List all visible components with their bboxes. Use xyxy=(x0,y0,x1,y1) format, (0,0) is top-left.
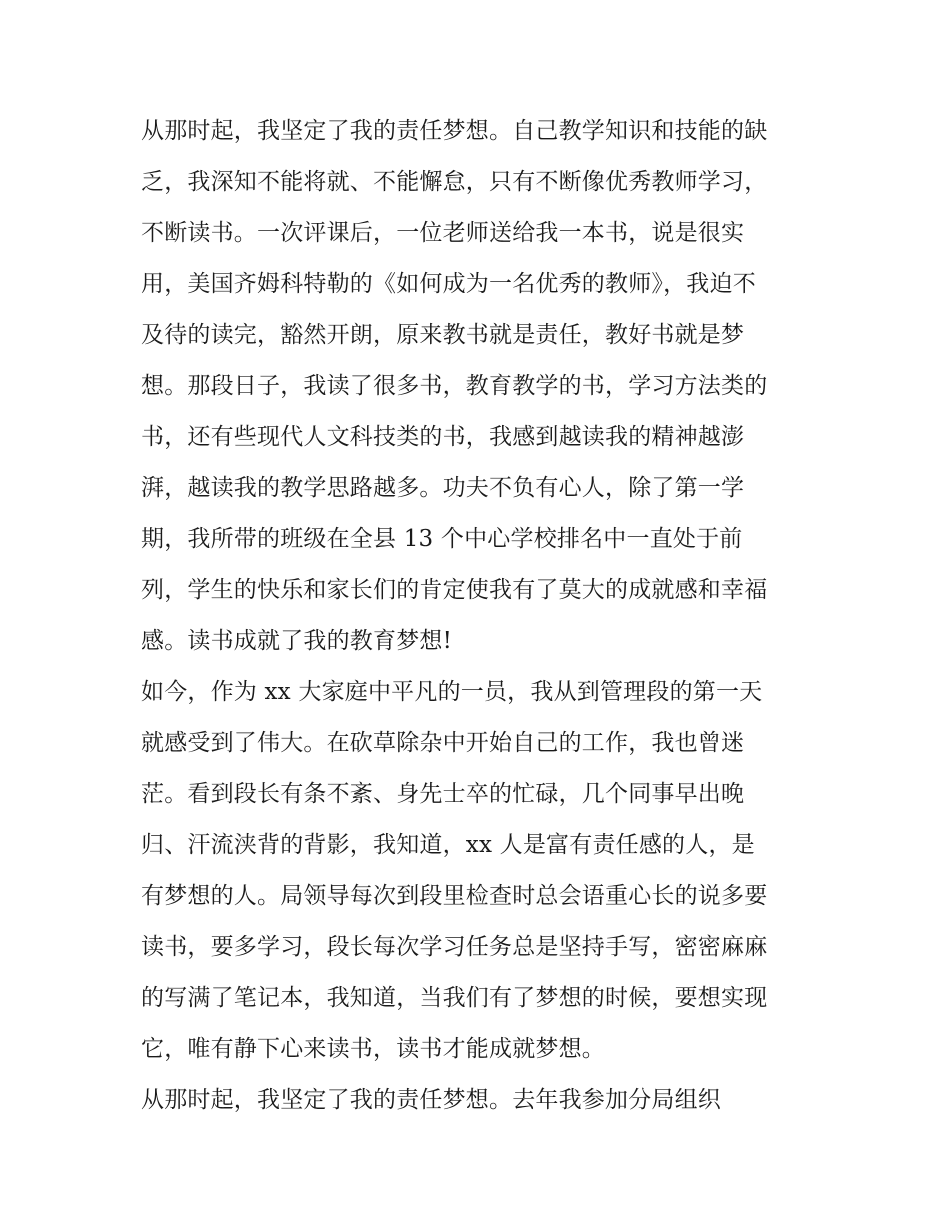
text-line: 不断读书。一次评课后，一位老师送给我一本书，说是很实 xyxy=(141,220,745,246)
text-line: 期，我所带的班级在全县 13 个中心学校排名中一直处于前 xyxy=(141,526,743,552)
text-line: 书，还有些现代人文科技类的书，我感到越读我的精神越澎 xyxy=(141,424,745,450)
text-line: 湃，越读我的教学思路越多。功夫不负有心人，除了第一学 xyxy=(141,475,745,501)
document-body xyxy=(141,106,821,1126)
text-line: 就感受到了伟大。在砍草除杂中开始自己的工作，我也曾迷 xyxy=(141,730,745,756)
text-line: 读书，要多学习，段长每次学习任务总是坚持手写，密密麻麻 xyxy=(141,934,768,960)
text-line: 想。那段日子，我读了很多书，教育教学的书，学习方法类的 xyxy=(141,373,768,399)
text-line: 用，美国齐姆科特勒的《如何成为一名优秀的教师》，我迫不 xyxy=(141,271,756,297)
text-line: 列，学生的快乐和家长们的肯定使我有了莫大的成就感和幸福 xyxy=(141,577,768,603)
text-line: 它，唯有静下心来读书，读书才能成就梦想。 xyxy=(141,1036,605,1062)
text-line: 有梦想的人。局领导每次到段里检查时总会语重心长的说多要 xyxy=(141,883,768,909)
text-line: 归、汗流浃背的背影，我知道，xx 人是富有责任感的人，是 xyxy=(141,832,755,858)
text-line: 如今，作为 xx 大家庭中平凡的一员，我从到管理段的第一天 xyxy=(141,679,763,705)
text-line: 从那时起，我坚定了我的责任梦想。自己教学知识和技能的缺 xyxy=(141,118,768,144)
text-line: 及待的读完，豁然开朗，原来教书就是责任，教好书就是梦 xyxy=(141,322,745,348)
text-line: 茫。看到段长有条不紊、身先士卒的忙碌，几个同事早出晚 xyxy=(141,781,745,807)
text-line: 的写满了笔记本，我知道，当我们有了梦想的时候，要想实现 xyxy=(141,985,768,1011)
text-line: 乏，我深知不能将就、不能懈怠，只有不断像优秀教师学习， xyxy=(141,169,768,195)
text-line: 感。读书成就了我的教育梦想! xyxy=(141,628,453,654)
text-line: 从那时起，我坚定了我的责任梦想。去年我参加分局组织 xyxy=(141,1087,721,1113)
